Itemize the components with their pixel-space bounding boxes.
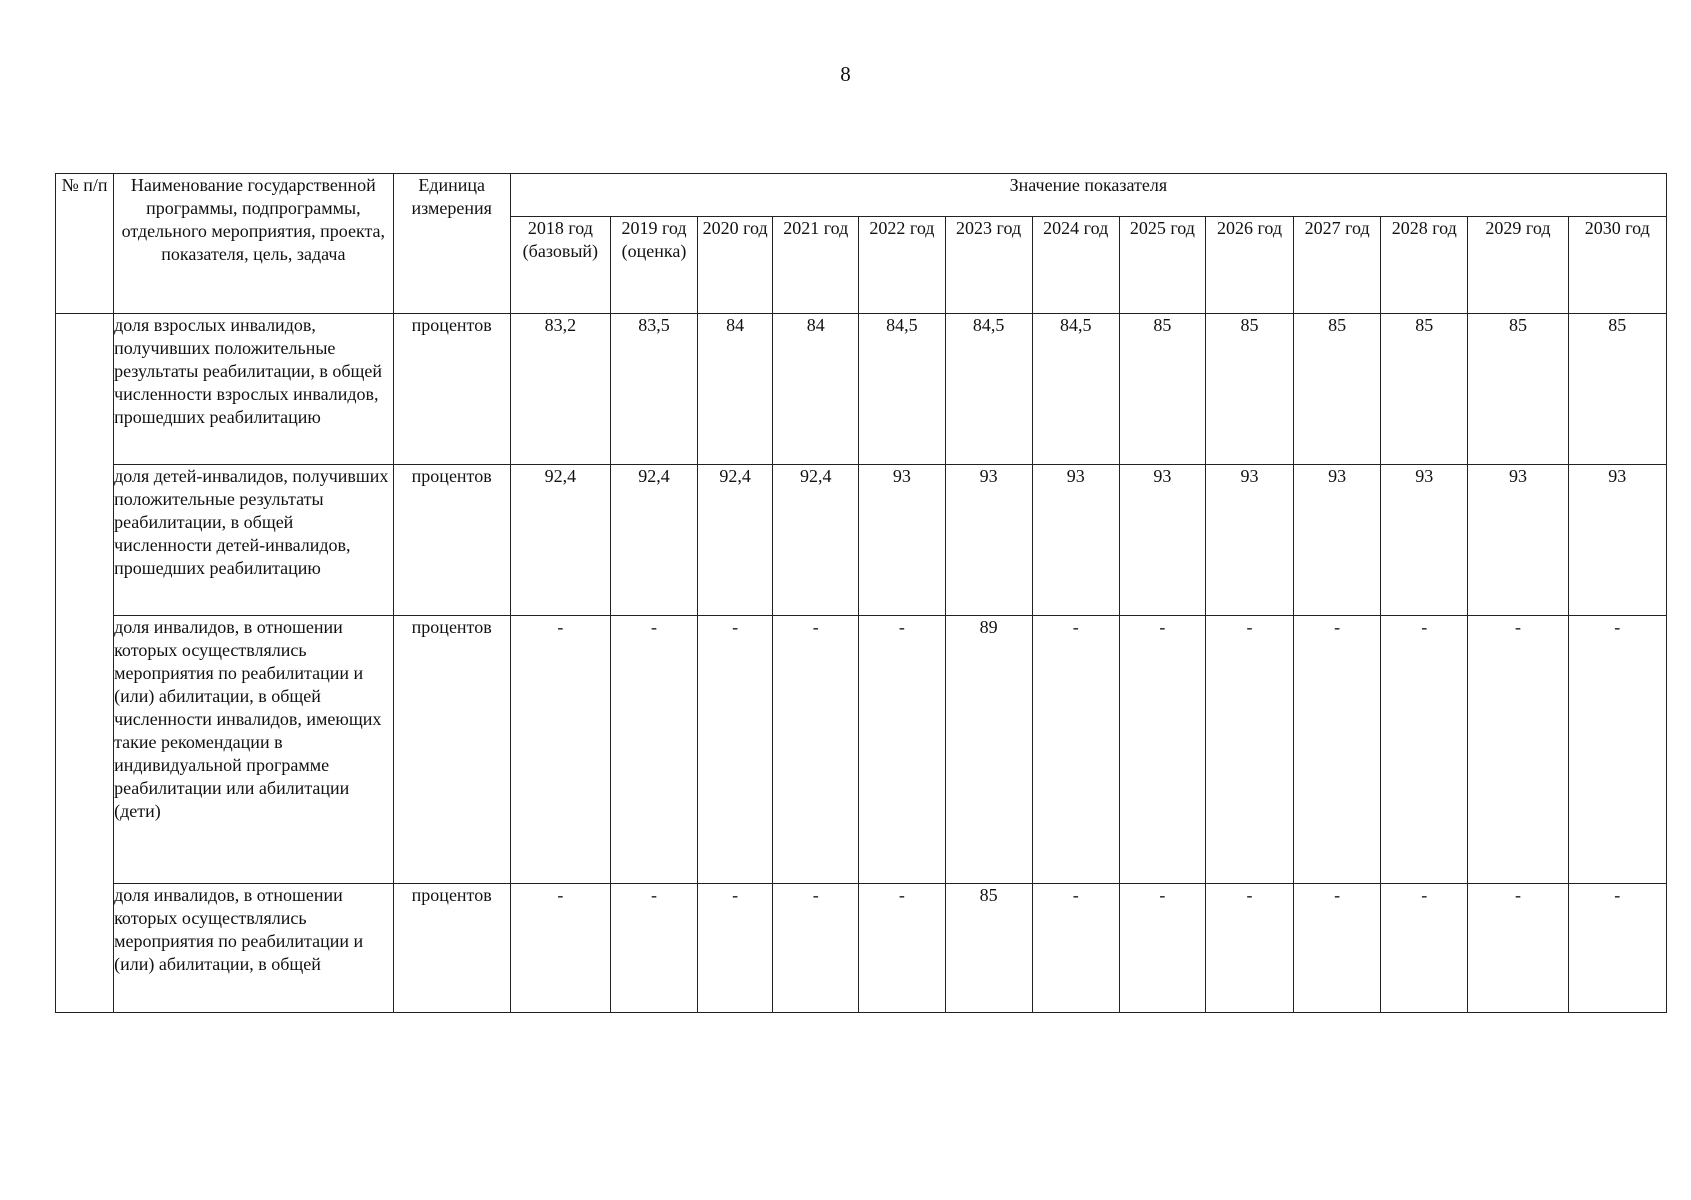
indicator-value: - xyxy=(1381,616,1468,884)
table-row xyxy=(56,465,1667,616)
indicator-value: - xyxy=(1468,884,1568,1013)
indicator-value: - xyxy=(510,884,610,1013)
indicator-unit: процентов xyxy=(393,465,510,616)
table-row xyxy=(56,314,1667,465)
indicator-name: доля инвалидов, в отношении которых осуществлялись мероприятия по реабилитации и (или) абилитации, в общей xyxy=(114,884,393,1013)
indicator-value: 93 xyxy=(945,465,1032,616)
header-year: 2030 год xyxy=(1568,217,1666,314)
indicator-value: 93 xyxy=(1205,465,1293,616)
indicator-value: 85 xyxy=(1468,314,1568,465)
header-unit: Единица измерения xyxy=(393,174,510,314)
row-number xyxy=(56,314,114,1013)
header-year: 2020 год xyxy=(698,217,773,314)
header-year: 2027 год xyxy=(1294,217,1381,314)
indicator-value: - xyxy=(698,616,773,884)
header-year: 2028 год xyxy=(1381,217,1468,314)
indicator-value: - xyxy=(1032,616,1119,884)
indicator-value: 92,4 xyxy=(610,465,697,616)
indicator-value: 85 xyxy=(1205,314,1293,465)
header-year: 2019 год (оценка) xyxy=(610,217,697,314)
header-name: Наименование государственной программы, подпрограммы, отдельного мероприятия, проекта, показателя, цель, задача xyxy=(114,174,393,314)
indicator-value: - xyxy=(1294,616,1381,884)
indicator-value: - xyxy=(1468,616,1568,884)
header-year: 2025 год xyxy=(1119,217,1205,314)
indicators-table xyxy=(55,173,1667,1013)
indicator-value: 93 xyxy=(1568,465,1666,616)
indicator-value: 85 xyxy=(1294,314,1381,465)
indicator-value: 89 xyxy=(945,616,1032,884)
indicator-value: - xyxy=(1294,884,1381,1013)
indicator-value: 92,4 xyxy=(698,465,773,616)
header-year: 2018 год (базовый) xyxy=(510,217,610,314)
indicator-name: доля детей-инвалидов, получивших положительные результаты реабилитации, в общей численности детей-инвалидов, прошедших реабилитацию xyxy=(114,465,393,616)
indicator-value: 84,5 xyxy=(859,314,945,465)
indicator-value: 93 xyxy=(1468,465,1568,616)
indicator-unit: процентов xyxy=(393,884,510,1013)
indicator-value: - xyxy=(1119,616,1205,884)
indicator-value: - xyxy=(1568,884,1666,1013)
indicator-value: - xyxy=(510,616,610,884)
header-year: 2029 год xyxy=(1468,217,1568,314)
indicator-value: - xyxy=(773,616,859,884)
indicator-value: 93 xyxy=(1032,465,1119,616)
indicator-unit: процентов xyxy=(393,616,510,884)
indicator-value: 93 xyxy=(1119,465,1205,616)
indicator-value: 83,2 xyxy=(510,314,610,465)
indicator-name: доля взрослых инвалидов, получивших положительные результаты реабилитации, в общей численности взрослых инвалидов, прошедших реабилитацию xyxy=(114,314,393,465)
indicator-name: доля инвалидов, в отношении которых осуществлялись мероприятия по реабилитации и (или) абилитации, в общей численности инвалидов, имеющих такие рекомендации в индивидуальной программе реабилитации или абилитации (дети) xyxy=(114,616,393,884)
indicator-value: 85 xyxy=(1119,314,1205,465)
indicator-value: 85 xyxy=(1568,314,1666,465)
indicator-value: 84,5 xyxy=(1032,314,1119,465)
indicator-value: 84 xyxy=(698,314,773,465)
indicator-value: 93 xyxy=(1381,465,1468,616)
indicator-value: - xyxy=(1119,884,1205,1013)
header-year: 2026 год xyxy=(1205,217,1293,314)
indicator-value: - xyxy=(1032,884,1119,1013)
indicator-value: - xyxy=(610,616,697,884)
indicator-unit: процентов xyxy=(393,314,510,465)
indicator-value: - xyxy=(859,616,945,884)
indicator-value: - xyxy=(610,884,697,1013)
header-year: 2022 год xyxy=(859,217,945,314)
indicator-value: 85 xyxy=(945,884,1032,1013)
indicator-value: 92,4 xyxy=(773,465,859,616)
indicator-value: 83,5 xyxy=(610,314,697,465)
indicator-value: 93 xyxy=(1294,465,1381,616)
indicator-value: 92,4 xyxy=(510,465,610,616)
header-value-group: Значение показателя xyxy=(510,174,1666,217)
indicator-value: 93 xyxy=(859,465,945,616)
indicator-value: 84,5 xyxy=(945,314,1032,465)
indicator-value: 85 xyxy=(1381,314,1468,465)
indicator-value: - xyxy=(1205,616,1293,884)
header-year: 2023 год xyxy=(945,217,1032,314)
table-row xyxy=(56,616,1667,884)
indicator-value: - xyxy=(1381,884,1468,1013)
indicator-value: - xyxy=(1568,616,1666,884)
table-row xyxy=(56,884,1667,1013)
header-year: 2021 год xyxy=(773,217,859,314)
indicator-value: - xyxy=(773,884,859,1013)
page-number: 8 xyxy=(840,62,851,86)
indicator-value: - xyxy=(698,884,773,1013)
indicator-value: 84 xyxy=(773,314,859,465)
indicator-value: - xyxy=(1205,884,1293,1013)
indicator-value: - xyxy=(859,884,945,1013)
header-number: № п/п xyxy=(56,174,114,314)
header-year: 2024 год xyxy=(1032,217,1119,314)
